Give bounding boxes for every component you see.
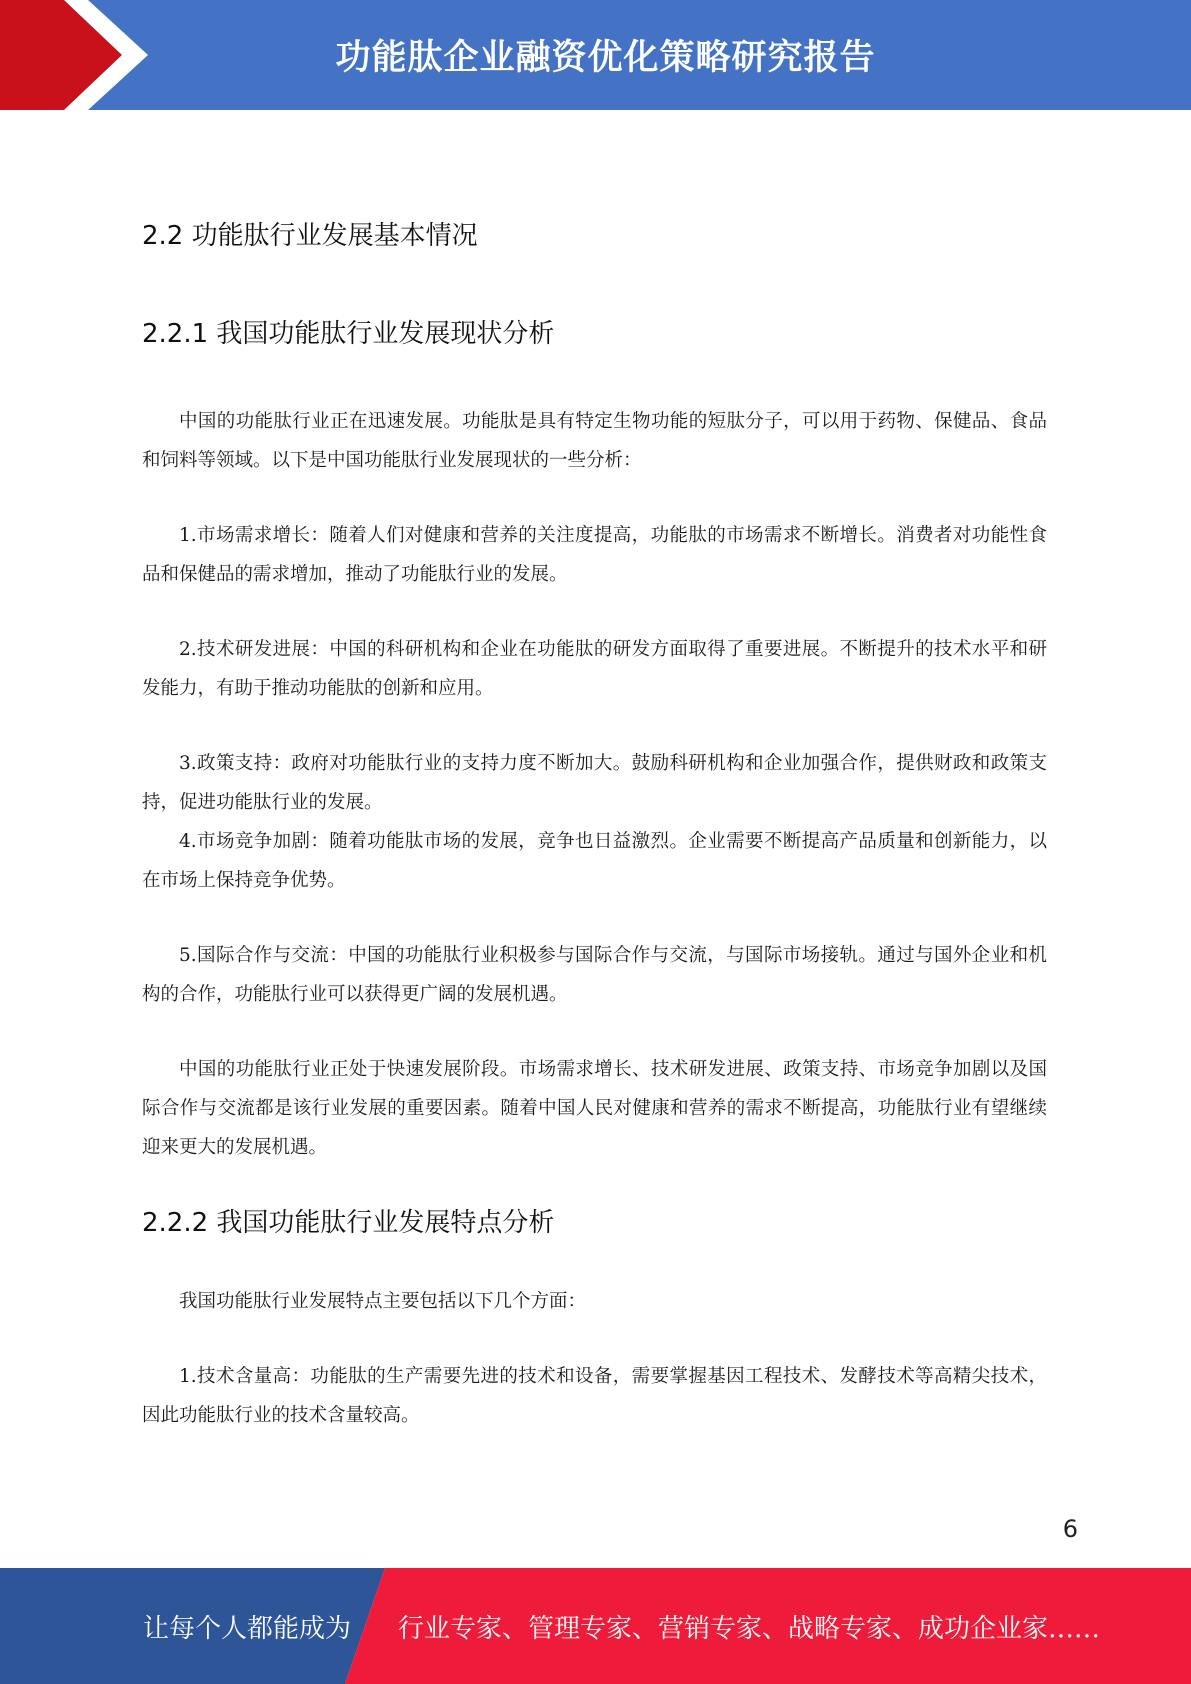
list-item-5: 5.国际合作与交流：中国的功能肽行业积极参与国际合作与交流，与国际市场接轨。通过与国外企业和机构的合作，功能肽行业可以获得更广阔的发展机遇。	[142, 944, 1047, 1005]
list-item-2: 2.技术研发进展：中国的科研机构和企业在功能肽的研发方面取得了重要进展。不断提升的技术水平和研发能力，有助于推动功能肽的创新和应用。	[142, 638, 1047, 699]
section-heading-2-2-2: 2.2.2 我国功能肽行业发展特点分析	[142, 1207, 555, 1238]
paragraph-features-intro: 我国功能肽行业发展特点主要包括以下几个方面：	[179, 1291, 587, 1313]
page-content	[142, 200, 1047, 1435]
list-item-1: 1.市场需求增长：随着人们对健康和营养的关注度提高，功能肽的市场需求不断增长。消费者对功能性食品和保健品的需求增加，推动了功能肽行业的发展。	[142, 524, 1047, 585]
section-heading-2-2-1: 2.2.1 我国功能肽行业发展现状分析	[142, 318, 555, 349]
footer-slogan-right: 行业专家、管理专家、营销专家、战略专家、成功企业家……	[398, 1613, 1101, 1644]
footer-slogan-left: 让每个人都能成为	[143, 1613, 352, 1644]
paragraph-intro: 中国的功能肽行业正在迅速发展。功能肽是具有特定生物功能的短肽分子，可以用于药物、保健品、食品和饲料等领域。以下是中国功能肽行业发展现状的一些分析：	[142, 410, 1047, 471]
list-item-3: 3.政策支持：政府对功能肽行业的支持力度不断加大。鼓励科研机构和企业加强合作，提供财政和政策支持，促进功能肽行业的发展。	[142, 752, 1047, 813]
page-footer	[0, 1568, 1191, 1684]
feature-item-1: 1.技术含量高：功能肽的生产需要先进的技术和设备，需要掌握基因工程技术、发酵技术等高精尖技术，因此功能肽行业的技术含量较高。	[142, 1366, 1047, 1427]
page-header	[0, 0, 1191, 110]
paragraph-conclusion: 中国的功能肽行业正处于快速发展阶段。市场需求增长、技术研发进展、政策支持、市场竞争加剧以及国际合作与交流都是该行业发展的重要因素。随着中国人民对健康和营养的需求不断提高，功能肽行业有望继续迎来更大的发展机遇。	[142, 1058, 1047, 1158]
page-number: 6	[1062, 1515, 1078, 1543]
list-item-4: 4.市场竞争加剧：随着功能肽市场的发展，竞争也日益激烈。企业需要不断提高产品质量和创新能力，以在市场上保持竞争优势。	[142, 830, 1047, 891]
section-heading-2-2: 2.2 功能肽行业发展基本情况	[142, 221, 478, 251]
report-title: 功能肽企业融资优化策略研究报告	[335, 38, 876, 78]
